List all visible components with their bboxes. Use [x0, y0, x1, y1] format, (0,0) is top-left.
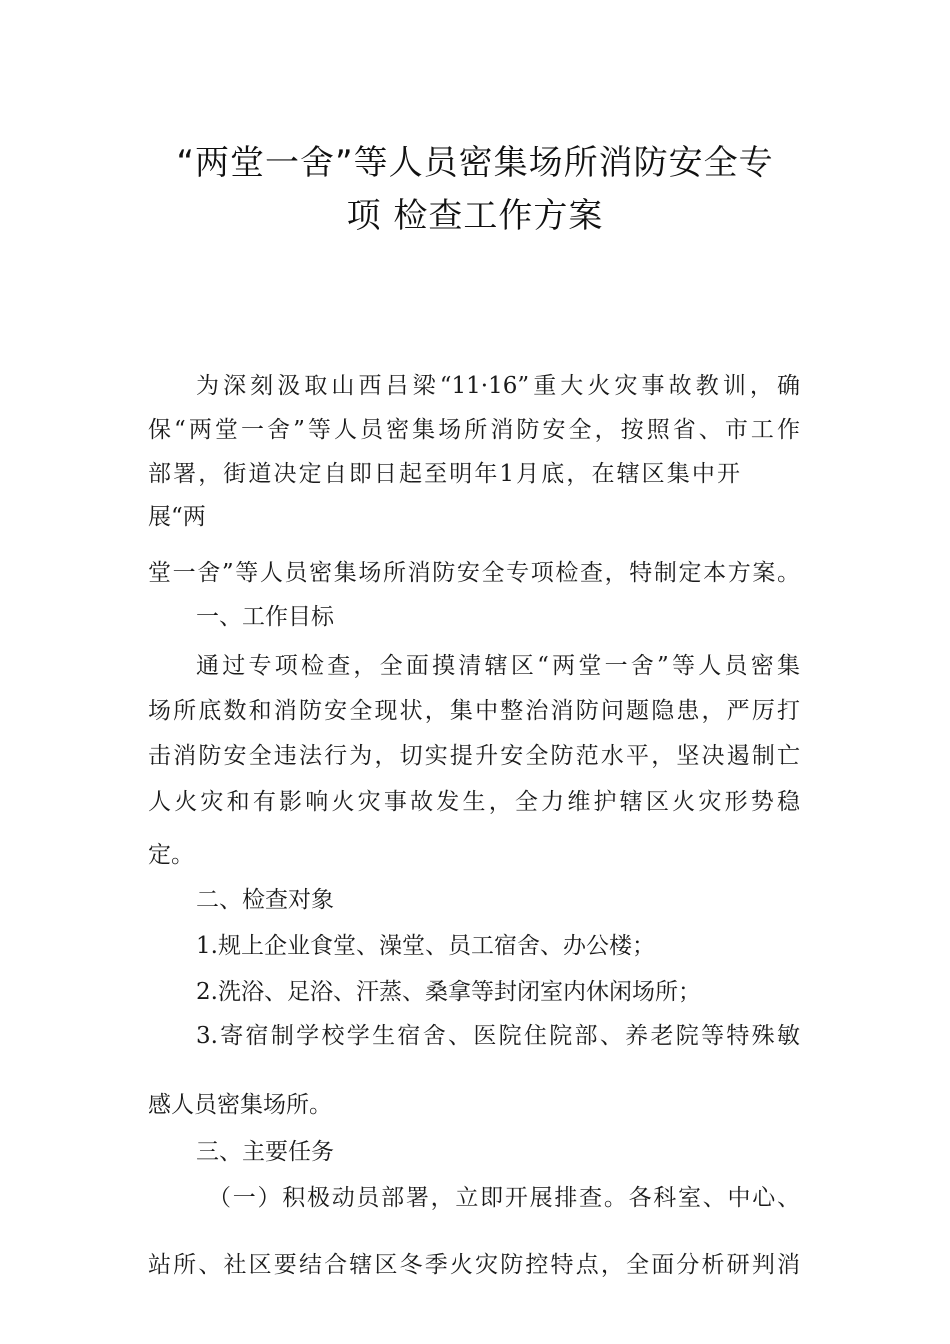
body-line-19: 站所、社区要结合辖区冬季火灾防控特点，全面分析研判消 [148, 1252, 800, 1278]
body-line-2: 保“两堂一舍”等人员密集场所消防安全，按照省、市工作 [148, 417, 800, 443]
list-item-3: 3.寄宿制学校学生宿舍、医院住院部、养老院等特殊敏 [196, 1023, 800, 1049]
body-line-7: 通过专项检查，全面摸清辖区“两堂一舍”等人员密集 [196, 653, 800, 679]
body-line-18: （一）积极动员部署，立即开展排查。各科室、中心、 [208, 1185, 800, 1211]
body-line-10: 人火灾和有影响火灾事故发生，全力维护辖区火灾形势稳 [148, 789, 800, 815]
body-line-1: 为深刻汲取山西吕梁“11·16”重大火灾事故教训，确 [196, 373, 800, 399]
body-line-8: 场所底数和消防安全现状，集中整治消防问题隐患，严厉打 [148, 698, 800, 724]
list-item-2: 2.洗浴、足浴、汗蒸、桑拿等封闭室内休闲场所； [196, 979, 701, 1005]
document-title-line-2: 项 检查工作方案 [346, 196, 604, 236]
list-item-1: 1.规上企业食堂、澡堂、员工宿舍、办公楼； [196, 933, 655, 959]
section-heading-3: 三、主要任务 [196, 1139, 334, 1165]
section-heading-2: 二、检查对象 [196, 887, 334, 913]
body-line-11: 定。 [148, 842, 194, 868]
body-line-9: 击消防安全违法行为，切实提升安全防范水平，坚决遏制亡 [148, 743, 800, 769]
list-item-3-continued: 感人员密集场所。 [148, 1092, 332, 1118]
body-line-5: 堂一舍”等人员密集场所消防安全专项检查，特制定本方案。 [148, 560, 800, 586]
section-heading-1: 一、工作目标 [196, 604, 334, 630]
body-line-4: 展“两 [148, 504, 206, 530]
document-title-line-1: “两堂一舍”等人员密集场所消防安全专 [176, 143, 774, 183]
body-line-3: 部署，街道决定自即日起至明年1月底，在辖区集中开 [148, 461, 740, 487]
